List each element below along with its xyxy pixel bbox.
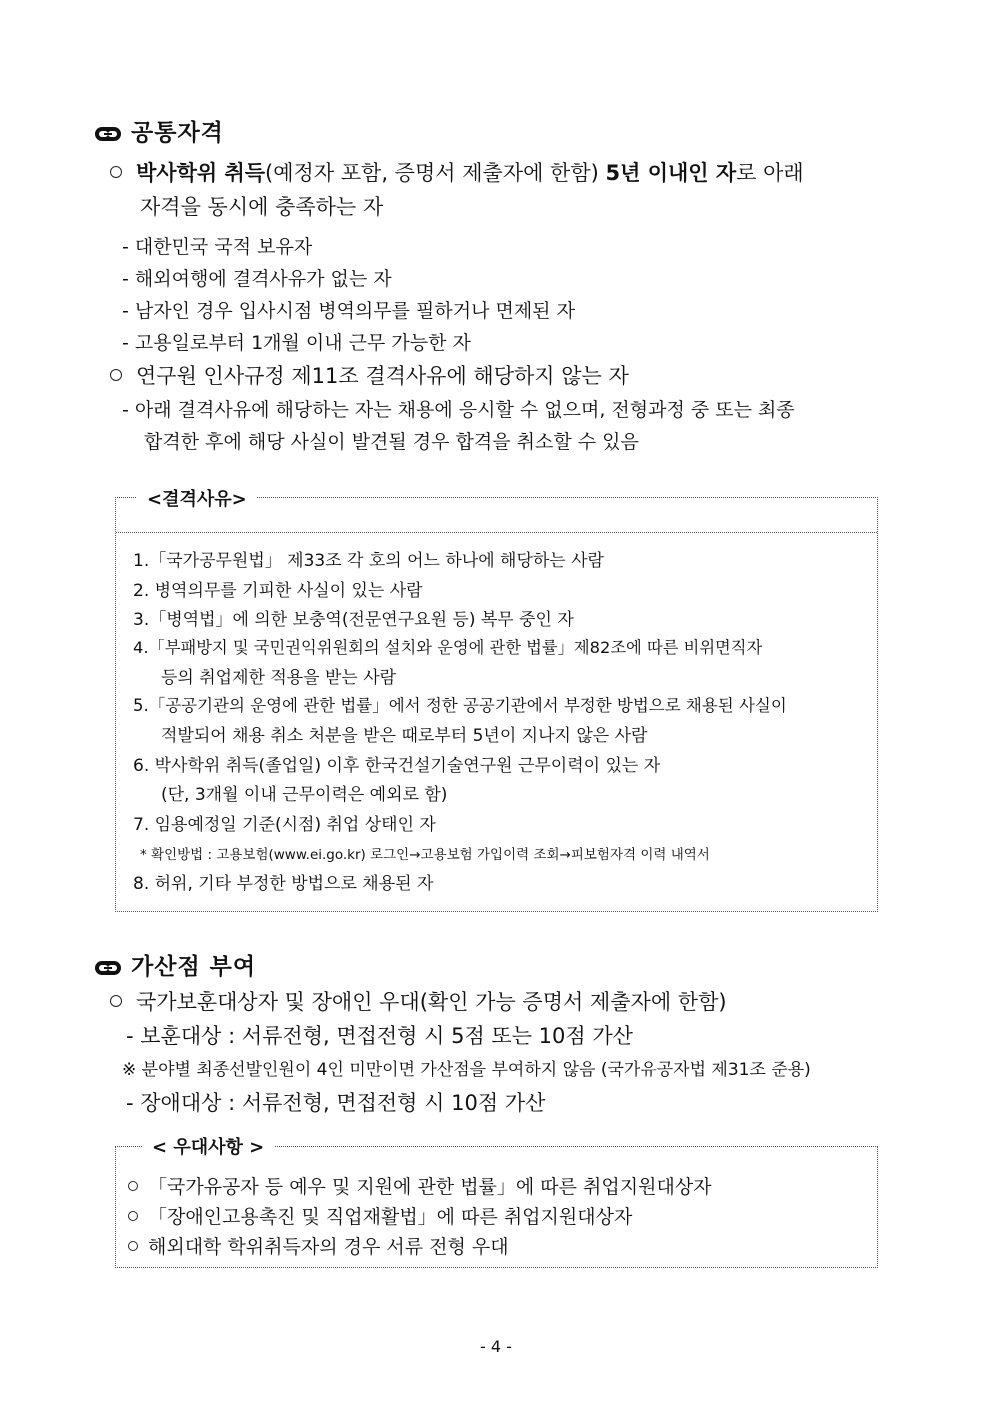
bullet-item xyxy=(110,360,629,390)
disqualify-item-continuation: (단, 3개월 이내 근무이력은 예외로 함) xyxy=(161,785,448,805)
disqualify-item: 1.「국가공무원법」 제33조 각 호의 어느 하나에 해당하는 사람 xyxy=(133,551,604,571)
bullet-item xyxy=(110,986,727,1016)
dash-item: - 해외여행에 결격사유가 없는 자 xyxy=(122,268,392,290)
dash-item-text: 대한민국 국적 보유자 xyxy=(134,236,313,258)
section-title: 가산점 부여 xyxy=(131,954,257,980)
preference-item-text: 해외대학 학위취득자의 경우 서류 전형 우대 xyxy=(148,1236,509,1258)
dash-item: - 아래 결격사유에 해당하는 자는 채용에 응시할 수 없으며, 전형과정 중 또는 최종 xyxy=(122,399,795,421)
disqualify-item: 8. 허위, 기타 부정한 방법으로 채용된 자 xyxy=(133,874,434,894)
disqualify-item: 6. 박사학위 취득(졸업일) 이후 한국건설기술연구원 근무이력이 있는 자 xyxy=(133,756,661,776)
disqualify-item: 7. 임용예정일 기준(시점) 취업 상태인 자 xyxy=(133,815,436,835)
circle-bullet-icon xyxy=(128,1181,138,1191)
circle-bullet-icon xyxy=(110,369,122,381)
dash-item: - 고용일로부터 1개월 이내 근무 가능한 자 xyxy=(122,332,471,354)
dash-item-text: 해외여행에 결격사유가 없는 자 xyxy=(134,268,392,290)
link-icon xyxy=(94,124,122,144)
bullet-text: 연구원 인사규정 제11조 결격사유에 해당하지 않는 자 xyxy=(136,364,629,388)
section-heading-common xyxy=(94,114,224,147)
disqualify-item-continuation: 적발되어 채용 취소 처분을 받은 때로부터 5년이 지나지 않은 사람 xyxy=(161,726,648,746)
dash-item-text: 보훈대상 : 서류전형, 면접전형 시 5점 또는 10점 가산 xyxy=(140,1024,633,1048)
box-legend: < 우대사항 > xyxy=(142,1133,274,1159)
dash-item: - 보훈대상 : 서류전형, 면접전형 시 5점 또는 10점 가산 xyxy=(126,1024,633,1048)
section-heading-bonus xyxy=(94,948,256,981)
dash-item: - 장애대상 : 서류전형, 면접전형 시 10점 가산 xyxy=(126,1091,546,1115)
page-number: - 4 - xyxy=(480,1337,512,1356)
preference-item-text: 「국가유공자 등 예우 및 지원에 관한 법률」에 따른 취업지원대상자 xyxy=(148,1176,712,1198)
section-title: 공통자격 xyxy=(131,120,224,146)
dash-item: - 대한민국 국적 보유자 xyxy=(122,236,313,258)
disqualify-item: 2. 병역의무를 기피한 사실이 있는 사람 xyxy=(133,581,423,601)
disqualify-item: 3.「병역법」에 의한 보충역(전문연구요원 등) 복무 중인 자 xyxy=(133,610,574,630)
preference-item xyxy=(128,1172,712,1199)
preference-item-text: 「장애인고용촉진 및 직업재활법」에 따른 취업지원대상자 xyxy=(148,1206,633,1228)
disqualify-item-continuation: 등의 취업제한 적용을 받는 사람 xyxy=(161,668,397,688)
bullet-text: (예정자 포함, 증명서 제출자에 한함) xyxy=(265,161,606,185)
dash-item-text: 고용일로부터 1개월 이내 근무 가능한 자 xyxy=(134,332,471,354)
box-legend: <결격사유> xyxy=(137,485,257,511)
dash-item: - 남자인 경우 입사시점 병역의무를 필하거나 면제된 자 xyxy=(122,300,575,322)
disqualify-item: 5.「공공기관의 운영에 관한 법률」에서 정한 공공기관에서 부정한 방법으로 채용된 사실이 xyxy=(133,696,787,715)
dash-item-continuation: 합격한 후에 해당 사실이 발견될 경우 합격을 취소할 수 있음 xyxy=(144,431,639,453)
bullet-text: 국가보훈대상자 및 장애인 우대(확인 가능 증명서 제출자에 한함) xyxy=(136,990,727,1014)
circle-bullet-icon xyxy=(110,995,122,1007)
circle-bullet-icon xyxy=(110,166,122,178)
box-divider xyxy=(116,532,877,533)
verification-note: * 확인방법 : 고용보험(www.ei.go.kr) 로그인→고용보험 가입이력 조회→피보험자격 이력 내역서 xyxy=(140,847,710,863)
bullet-item xyxy=(110,157,804,187)
dash-item-text: 장애대상 : 서류전형, 면접전형 시 10점 가산 xyxy=(140,1091,546,1115)
disqualify-item: 4.「부패방지 및 국민권익위원회의 설치와 운영에 관한 법률」제82조에 따른 비위면직자 xyxy=(133,638,763,657)
bullet-text: 로 아래 xyxy=(736,161,804,185)
preference-item xyxy=(128,1202,632,1229)
circle-bullet-icon xyxy=(128,1241,138,1251)
emphasis-text: 박사학위 취득 xyxy=(136,161,266,185)
preference-item xyxy=(128,1232,509,1259)
circle-bullet-icon xyxy=(128,1211,138,1221)
dash-item-text: 아래 결격사유에 해당하는 자는 채용에 응시할 수 없으며, 전형과정 중 또는 최종 xyxy=(134,399,795,421)
emphasis-text: 5년 이내인 자 xyxy=(605,161,737,185)
dash-item-text: 남자인 경우 입사시점 병역의무를 필하거나 면제된 자 xyxy=(134,300,575,322)
link-icon xyxy=(94,958,122,978)
note-text: ※ 분야별 최종선발인원이 4인 미만이면 가산점을 부여하지 않음 (국가유공자법 제31조 준용) xyxy=(122,1060,811,1080)
bullet-continuation: 자격을 동시에 충족하는 자 xyxy=(140,195,384,219)
